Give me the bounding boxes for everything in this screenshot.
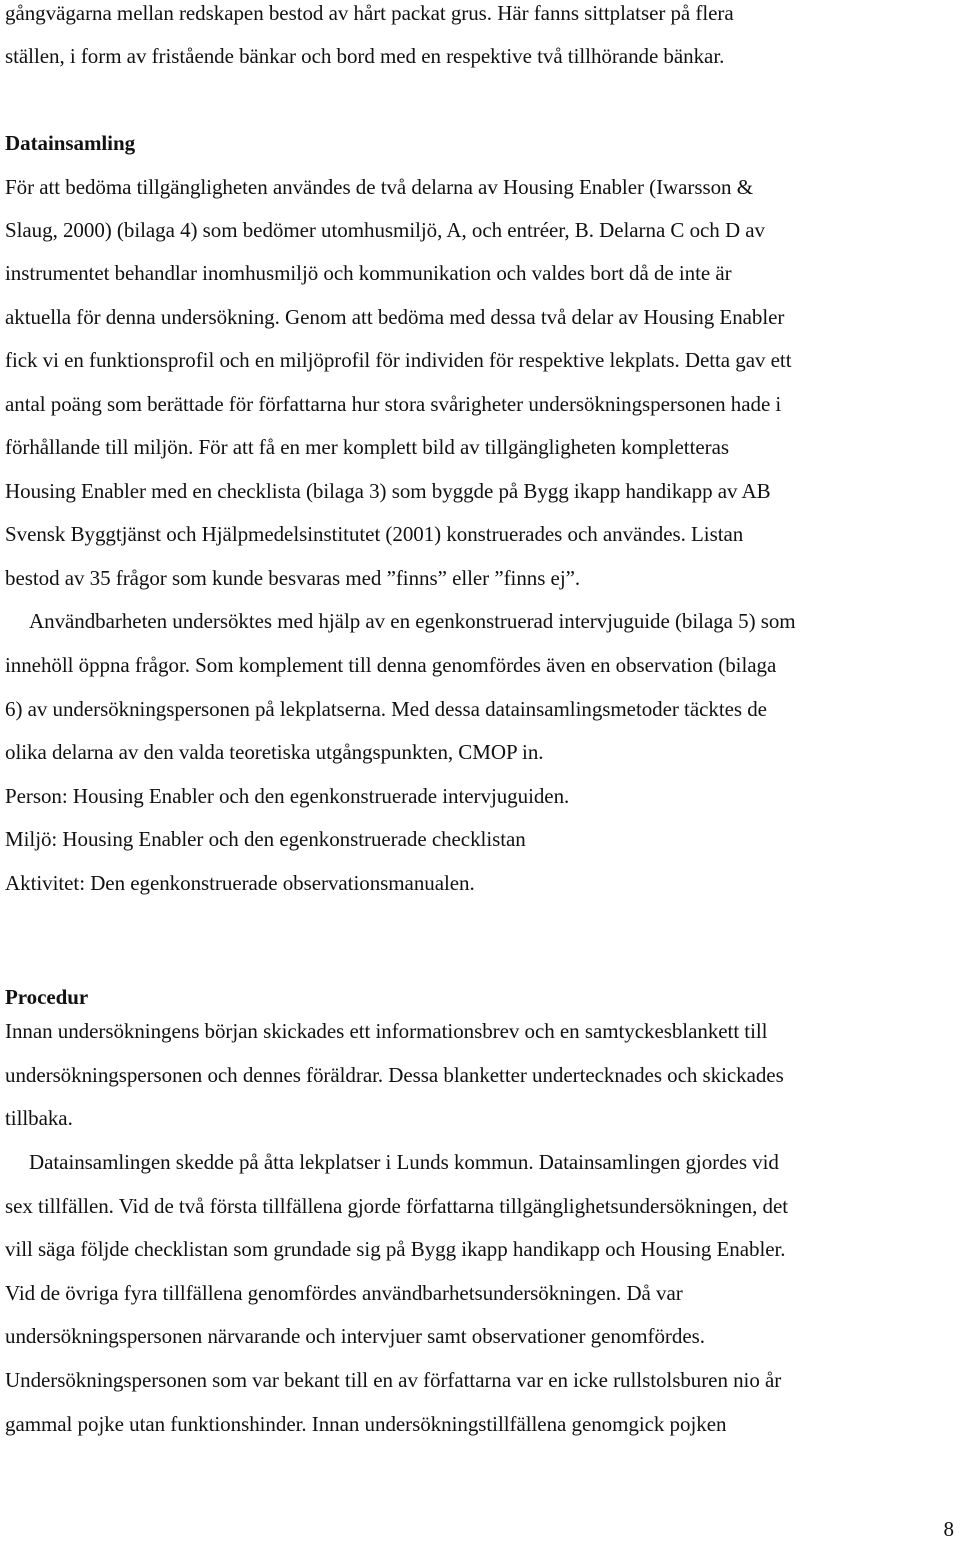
- text-line: Miljö: Housing Enabler och den egenkonstruerade checklistan: [5, 827, 526, 851]
- text-line: antal poäng som berättade för författarna hur stora svårigheter undersökningspersonen hade i: [5, 392, 782, 416]
- text-line: sex tillfällen. Vid de två första tillfällena gjorde författarna tillgänglighetsundersökningen, det: [5, 1194, 789, 1218]
- text-line: Vid de övriga fyra tillfällena genomfördes användbarhetsundersökningen. Då var: [5, 1281, 683, 1305]
- text-line: Housing Enabler med en checklista (bilaga 3) som byggde på Bygg ikapp handikapp av AB: [5, 479, 771, 503]
- page-number: 8: [943, 1517, 954, 1541]
- text-line: bestod av 35 frågor som kunde besvaras med ”finns” eller ”finns ej”.: [5, 566, 581, 590]
- text-line: vill säga följde checklistan som grundade sig på Bygg ikapp handikapp och Housing Enabler.: [5, 1237, 786, 1261]
- text-line: undersökningspersonen och dennes föräldrar. Dessa blanketter undertecknades och skickades: [5, 1063, 784, 1087]
- text-line: tillbaka.: [5, 1106, 73, 1130]
- text-line: ställen, i form av fristående bänkar och bord med en respektive två tillhörande bänkar.: [5, 44, 725, 68]
- text-line: Aktivitet: Den egenkonstruerade observationsmanualen.: [5, 871, 475, 895]
- text-line: Datainsamlingen skedde på åtta lekplatser i Lunds kommun. Datainsamlingen gjordes vid: [29, 1150, 779, 1174]
- text-line: innehöll öppna frågor. Som komplement till denna genomfördes även en observation (bilaga: [5, 653, 777, 677]
- section-heading-datainsamling: Datainsamling: [5, 131, 136, 155]
- text-line: förhållande till miljön. För att få en mer komplett bild av tillgängligheten kompletteras: [5, 435, 729, 459]
- text-line: Innan undersökningens början skickades ett informationsbrev och en samtyckesblankett till: [5, 1019, 768, 1043]
- section-heading-procedur: Procedur: [5, 985, 89, 1009]
- text-line: aktuella för denna undersökning. Genom att bedöma med dessa två delar av Housing Enabler: [5, 305, 785, 329]
- text-line: Slaug, 2000) (bilaga 4) som bedömer utomhusmiljö, A, och entréer, B. Delarna C och D av: [5, 218, 765, 242]
- text-line: gammal pojke utan funktionshinder. Innan undersökningstillfällena genomgick pojken: [5, 1412, 727, 1436]
- text-line: instrumentet behandlar inomhusmiljö och kommunikation och valdes bort då de inte är: [5, 261, 732, 285]
- text-line: Svensk Byggtjänst och Hjälpmedelsinstitutet (2001) konstruerades och användes. Listan: [5, 522, 744, 546]
- text-line: 6) av undersökningspersonen på lekplatserna. Med dessa datainsamlingsmetoder täcktes de: [5, 697, 767, 721]
- text-line: olika delarna av den valda teoretiska utgångspunkten, CMOP in.: [5, 740, 544, 764]
- text-line: För att bedöma tillgängligheten användes de två delarna av Housing Enabler (Iwarsson &: [5, 175, 753, 199]
- text-line: undersökningspersonen närvarande och intervjuer samt observationer genomfördes.: [5, 1324, 705, 1348]
- text-line: gångvägarna mellan redskapen bestod av hårt packat grus. Här fanns sittplatser på flera: [5, 1, 734, 25]
- text-line: Undersökningspersonen som var bekant till en av författarna var en icke rullstolsburen nio år: [5, 1368, 782, 1392]
- text-line: Person: Housing Enabler och den egenkonstruerade intervjuguiden.: [5, 784, 570, 808]
- text-line: Användbarheten undersöktes med hjälp av en egenkonstruerad intervjuguide (bilaga 5) som: [29, 609, 796, 633]
- text-line: fick vi en funktionsprofil och en miljöprofil för individen för respektive lekplats. Detta gav ett: [5, 348, 792, 372]
